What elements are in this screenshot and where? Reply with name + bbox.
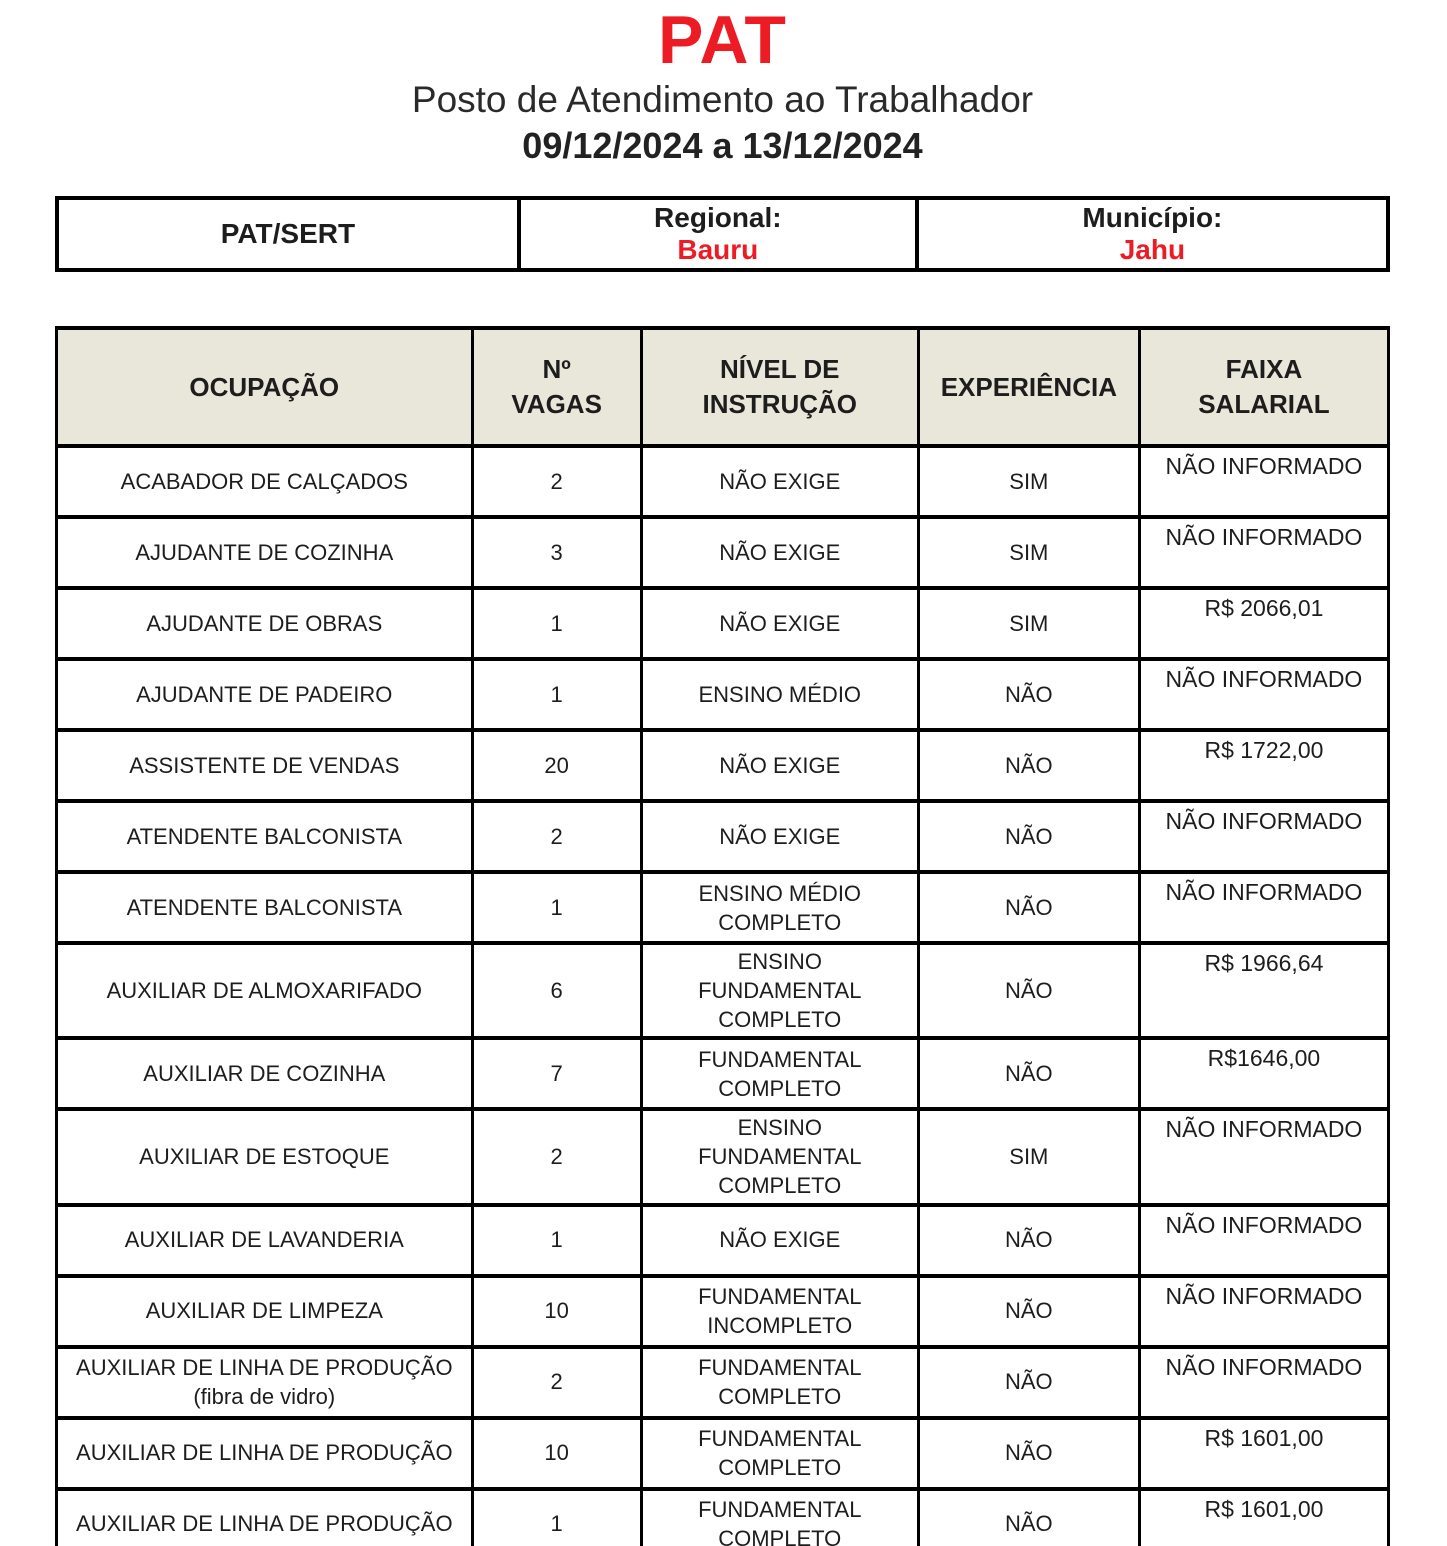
- nivel-instrucao-cell: NÃO EXIGE: [641, 1205, 918, 1276]
- faixa-salarial-cell: NÃO INFORMADO: [1139, 872, 1388, 943]
- table-row: [57, 1418, 1389, 1489]
- experiencia-cell: NÃO: [918, 872, 1139, 943]
- faixa-salarial-cell: NÃO INFORMADO: [1139, 659, 1388, 730]
- table-row: [57, 1347, 1389, 1418]
- experiencia-cell: NÃO: [918, 1038, 1139, 1109]
- occupation-cell: AUXILIAR DE COZINHA: [57, 1038, 473, 1109]
- experiencia-cell: NÃO: [918, 730, 1139, 801]
- occupation-cell: ACABADOR DE CALÇADOS: [57, 446, 473, 517]
- column-header-vagas: Nº VAGAS: [472, 328, 641, 446]
- nivel-instrucao-cell: FUNDAMENTAL COMPLETO: [641, 1347, 918, 1418]
- jobs-table-header-row: [57, 328, 1389, 446]
- table-row: [57, 517, 1389, 588]
- faixa-salarial-cell: R$1646,00: [1139, 1038, 1388, 1109]
- table-row: [57, 1205, 1389, 1276]
- experiencia-cell: SIM: [918, 517, 1139, 588]
- occupation-cell: AUXILIAR DE LINHA DE PRODUÇÃO (fibra de vidro): [57, 1347, 473, 1418]
- faixa-salarial-cell: NÃO INFORMADO: [1139, 801, 1388, 872]
- faixa-salarial-cell: NÃO INFORMADO: [1139, 1276, 1388, 1347]
- vagas-cell: 10: [472, 1418, 641, 1489]
- table-row: [57, 1109, 1389, 1204]
- occupation-cell: AJUDANTE DE OBRAS: [57, 588, 473, 659]
- nivel-instrucao-cell: NÃO EXIGE: [641, 801, 918, 872]
- occupation-cell: AUXILIAR DE LINHA DE PRODUÇÃO: [57, 1489, 473, 1546]
- faixa-salarial-cell: NÃO INFORMADO: [1139, 517, 1388, 588]
- faixa-salarial-cell: NÃO INFORMADO: [1139, 1205, 1388, 1276]
- experiencia-cell: SIM: [918, 446, 1139, 517]
- nivel-instrucao-cell: ENSINO MÉDIO: [641, 659, 918, 730]
- faixa-salarial-cell: R$ 1966,64: [1139, 943, 1388, 1038]
- nivel-instrucao-cell: FUNDAMENTAL COMPLETO: [641, 1489, 918, 1546]
- vagas-cell: 20: [472, 730, 641, 801]
- occupation-cell: AUXILIAR DE LIMPEZA: [57, 1276, 473, 1347]
- experiencia-cell: SIM: [918, 588, 1139, 659]
- experiencia-cell: NÃO: [918, 1347, 1139, 1418]
- regional-cell: [519, 198, 917, 270]
- info-table: [55, 196, 1390, 272]
- column-header-experiencia: EXPERIÊNCIA: [918, 328, 1139, 446]
- table-row: [57, 1489, 1389, 1546]
- page-subtitle: Posto de Atendimento ao Trabalhador: [411, 79, 1034, 120]
- experiencia-cell: NÃO: [918, 801, 1139, 872]
- occupation-cell: AJUDANTE DE PADEIRO: [57, 659, 473, 730]
- info-table-row: [57, 198, 1388, 270]
- table-row: [57, 1038, 1389, 1109]
- occupation-cell: ATENDENTE BALCONISTA: [57, 801, 473, 872]
- jobs-table-body: [57, 446, 1389, 1546]
- occupation-cell: AUXILIAR DE ESTOQUE: [57, 1109, 473, 1204]
- occupation-cell: AUXILIAR DE LAVANDERIA: [57, 1205, 473, 1276]
- vagas-cell: 1: [472, 1489, 641, 1546]
- vagas-cell: 10: [472, 1276, 641, 1347]
- faixa-salarial-cell: NÃO INFORMADO: [1139, 1109, 1388, 1204]
- table-row: [57, 801, 1389, 872]
- experiencia-cell: NÃO: [918, 1276, 1139, 1347]
- vagas-cell: 7: [472, 1038, 641, 1109]
- table-row: [57, 872, 1389, 943]
- table-row: [57, 659, 1389, 730]
- nivel-instrucao-cell: NÃO EXIGE: [641, 517, 918, 588]
- faixa-salarial-cell: R$ 1601,00: [1139, 1418, 1388, 1489]
- faixa-salarial-cell: NÃO INFORMADO: [1139, 1347, 1388, 1418]
- occupation-cell: ASSISTENTE DE VENDAS: [57, 730, 473, 801]
- municipio-cell: [917, 198, 1388, 270]
- vagas-cell: 2: [472, 1347, 641, 1418]
- regional-label: Regional:: [654, 201, 782, 233]
- municipio-label: Município:: [1082, 201, 1223, 233]
- nivel-instrucao-cell: FUNDAMENTAL COMPLETO: [641, 1418, 918, 1489]
- pat-sert-cell: PAT/SERT: [57, 198, 519, 270]
- nivel-instrucao-cell: NÃO EXIGE: [641, 588, 918, 659]
- experiencia-cell: NÃO: [918, 943, 1139, 1038]
- nivel-instrucao-cell: ENSINO FUNDAMENTAL COMPLETO: [641, 943, 918, 1038]
- vagas-cell: 3: [472, 517, 641, 588]
- date-range: 09/12/2024 a 13/12/2024: [522, 124, 923, 166]
- vagas-cell: 2: [472, 1109, 641, 1204]
- faixa-salarial-cell: NÃO INFORMADO: [1139, 446, 1388, 517]
- table-row: [57, 730, 1389, 801]
- vagas-cell: 2: [472, 446, 641, 517]
- experiencia-cell: NÃO: [918, 1489, 1139, 1546]
- vagas-cell: 1: [472, 588, 641, 659]
- table-row: [57, 588, 1389, 659]
- experiencia-cell: NÃO: [918, 1418, 1139, 1489]
- document-header: [55, 2, 1390, 166]
- column-header-faixa-salarial: FAIXA SALARIAL: [1139, 328, 1388, 446]
- table-row: [57, 1276, 1389, 1347]
- vagas-cell: 1: [472, 659, 641, 730]
- vagas-cell: 2: [472, 801, 641, 872]
- table-row: [57, 446, 1389, 517]
- vagas-cell: 1: [472, 1205, 641, 1276]
- faixa-salarial-cell: R$ 1722,00: [1139, 730, 1388, 801]
- municipio-value: Jahu: [1119, 234, 1186, 266]
- faixa-salarial-cell: R$ 1601,00: [1139, 1489, 1388, 1546]
- nivel-instrucao-cell: FUNDAMENTAL INCOMPLETO: [641, 1276, 918, 1347]
- nivel-instrucao-cell: FUNDAMENTAL COMPLETO: [641, 1038, 918, 1109]
- nivel-instrucao-cell: NÃO EXIGE: [641, 730, 918, 801]
- nivel-instrucao-cell: ENSINO FUNDAMENTAL COMPLETO: [641, 1109, 918, 1204]
- nivel-instrucao-cell: NÃO EXIGE: [641, 446, 918, 517]
- regional-value: Bauru: [677, 234, 759, 266]
- jobs-table: [55, 326, 1390, 1546]
- experiencia-cell: NÃO: [918, 659, 1139, 730]
- page-title: PAT: [658, 2, 787, 78]
- nivel-instrucao-cell: ENSINO MÉDIO COMPLETO: [641, 872, 918, 943]
- column-header-ocupacao: OCUPAÇÃO: [57, 328, 473, 446]
- faixa-salarial-cell: R$ 2066,01: [1139, 588, 1388, 659]
- experiencia-cell: NÃO: [918, 1205, 1139, 1276]
- vagas-cell: 6: [472, 943, 641, 1038]
- experiencia-cell: SIM: [918, 1109, 1139, 1204]
- table-row: [57, 943, 1389, 1038]
- occupation-cell: AUXILIAR DE LINHA DE PRODUÇÃO: [57, 1418, 473, 1489]
- column-header-instrucao: NÍVEL DE INSTRUÇÃO: [641, 328, 918, 446]
- occupation-cell: AUXILIAR DE ALMOXARIFADO: [57, 943, 473, 1038]
- vagas-cell: 1: [472, 872, 641, 943]
- occupation-cell: ATENDENTE BALCONISTA: [57, 872, 473, 943]
- occupation-cell: AJUDANTE DE COZINHA: [57, 517, 473, 588]
